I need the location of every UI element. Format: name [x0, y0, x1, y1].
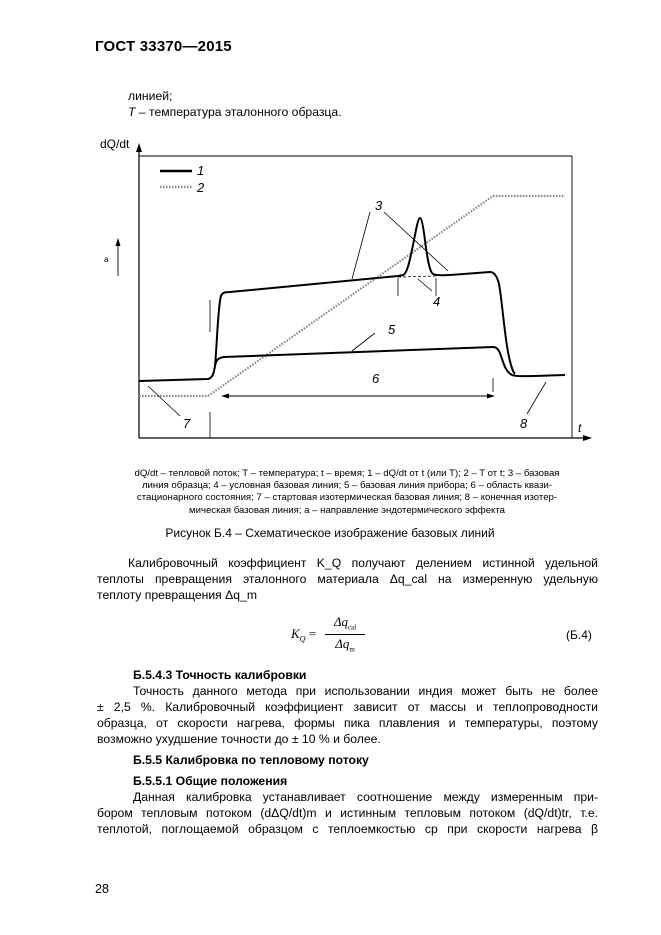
x-axis-label: t — [578, 421, 582, 435]
figure-caption — [97, 468, 597, 517]
para1-line-2: теплоты превращения эталонного материала Δq_cal на измеренную удельную — [97, 572, 598, 586]
region-6-arrow-right — [487, 394, 495, 399]
legend-label-1: 1 — [197, 163, 205, 178]
leader-5 — [352, 333, 375, 351]
para1-line-3: теплоту превращения Δq_m — [97, 588, 258, 602]
page-number: 28 — [95, 882, 109, 896]
callout-4: 4 — [433, 294, 441, 309]
leader-3a — [352, 212, 370, 279]
baseline-figure — [0, 125, 661, 465]
b551-line-3: теплотой, поглощаемой образцом с теплоемкостью cp при скорости нагрева β — [97, 822, 598, 836]
b543-line-3: образца, от скорости нагрева, формы пика плавления и температуры, поэтому — [97, 716, 598, 730]
y-axis-arrow — [136, 143, 142, 152]
callout-5: 5 — [388, 322, 396, 337]
heading-b543: Б.5.4.3 Точность калибровки — [133, 668, 307, 682]
caption-line-1: dQ/dt – тепловой поток; T – температура; t – время; 1 – dQ/dt от t (или T); 2 – T от t; 3 – базовая — [134, 468, 560, 479]
endotherm-label: a — [104, 255, 109, 264]
formula-k: K — [291, 626, 300, 641]
legend-label-2: 2 — [197, 180, 205, 195]
formula-number: (Б.4) — [566, 628, 592, 642]
b543-line-2: ± 2,5 %. Калибровочный коэффициент зависит от массы и теплопроводности — [97, 700, 598, 714]
temperature-symbol: T — [128, 105, 136, 119]
heading-b551: Б.5.5.1 Общие положения — [133, 774, 288, 788]
formula-denominator — [325, 636, 365, 654]
endotherm-arrowhead — [116, 238, 121, 246]
formula-lhs: $K_Q$ = — [291, 626, 317, 644]
formula-numerator — [325, 614, 365, 635]
intro-line-1: линией; — [128, 89, 173, 103]
instrument-baseline-curve — [139, 347, 565, 381]
para1-line-1: Калибровочный коэффициент K_Q получают делением истинной удельной — [128, 556, 598, 570]
leader-3b — [384, 212, 448, 271]
intro-line-2 — [128, 105, 342, 121]
intro-line-2-text: – температура эталонного образца. — [135, 105, 342, 119]
formula-k-sub: Q — [299, 634, 306, 644]
conditional-baseline — [398, 276, 436, 277]
heading-b55: Б.5.5 Калибровка по тепловому потоку — [133, 753, 369, 767]
callout-3: 3 — [375, 198, 383, 213]
formula-den-sub: m — [349, 645, 355, 654]
b543-line-4: возможно ухудшение точности до ± 10 % и более. — [97, 732, 381, 746]
leader-4 — [418, 279, 432, 291]
caption-line-2: линия образца; 4 – условная базовая линия; 5 – базовая линия прибора; 6 – область квази- — [141, 480, 553, 492]
caption-line-3: стационарного состояния; 7 – стартовая изотермическая базовая линия; 8 – конечная изотер- — [136, 492, 558, 504]
document-header: ГОСТ 33370—2015 — [95, 38, 232, 55]
formula-num-text: Δq — [333, 614, 348, 629]
leader-8 — [527, 382, 546, 414]
callout-8: 8 — [520, 416, 528, 431]
formula-den-text: Δq — [335, 636, 350, 651]
callout-6: 6 — [372, 371, 380, 386]
b551-line-2: бором тепловым потоком (dΔQ/dt)m и истинным тепловым потоком (dQ/dt)tr, т.е. — [97, 806, 598, 820]
sample-curve — [215, 218, 515, 374]
b551-line-1: Данная калибровка устанавливает соотношение между измеренным при- — [133, 790, 598, 804]
y-axis-label: dQ/dt — [100, 137, 130, 151]
b543-line-1: Точность данного метода при использовании индия может быть не более — [133, 684, 598, 698]
callout-7: 7 — [183, 416, 191, 431]
caption-line-4: мическая базовая линия; a – направление эндотермического эффекта — [189, 504, 505, 516]
figure-title: Рисунок Б.4 – Схематическое изображение базовых линий — [165, 526, 495, 540]
leader-7 — [148, 386, 180, 416]
formula-num-sub: cal — [347, 623, 357, 632]
x-axis-arrow — [583, 435, 592, 441]
region-6-arrow-left — [221, 394, 229, 399]
